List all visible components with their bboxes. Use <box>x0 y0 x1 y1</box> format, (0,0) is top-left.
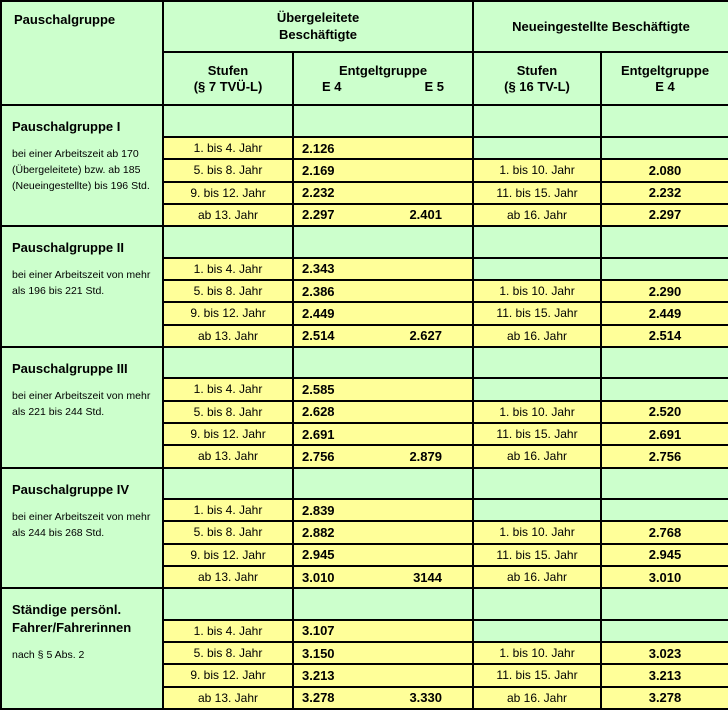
value-e4-neueingestellte: 3.213 <box>601 664 728 686</box>
value-e4: 2.297 <box>302 207 335 223</box>
value-e4: 2.756 <box>302 448 335 464</box>
group-description: bei einer Arbeitszeit von mehr als 221 bis 244 Std. <box>12 389 151 418</box>
entgelt-uebergeleitete <box>293 182 473 204</box>
entgelt-right-line1: Entgeltgruppe <box>620 62 710 78</box>
group-spacer-cell <box>293 105 473 136</box>
stufe-neueingestellte: 1. bis 10. Jahr <box>473 401 601 423</box>
value-e5: 3144 <box>413 569 442 585</box>
stufe-neueingestellte: 11. bis 15. Jahr <box>473 664 601 686</box>
value-e4-neueingestellte: 2.945 <box>601 544 728 566</box>
group-title: Pauschalgruppe IV <box>12 481 130 497</box>
entgelt-left-e5: E 5 <box>424 78 444 94</box>
value-e4: 2.386 <box>302 283 335 299</box>
entgelt-uebergeleitete <box>293 137 473 159</box>
stufe-neueingestellte <box>473 620 601 642</box>
stufen-right-line2: (§ 16 TV-L) <box>504 78 570 94</box>
value-e5: 2.401 <box>409 207 442 223</box>
header-entgelt-right <box>601 52 728 106</box>
value-e4-neueingestellte: 2.691 <box>601 423 728 445</box>
group-spacer-cell <box>163 468 293 499</box>
stufe-uebergeleitete: ab 13. Jahr <box>163 687 293 709</box>
stufe-neueingestellte <box>473 137 601 159</box>
value-e4: 2.691 <box>302 426 335 442</box>
stufe-uebergeleitete: 5. bis 8. Jahr <box>163 642 293 664</box>
group-spacer-cell <box>163 226 293 257</box>
value-e4: 3.010 <box>302 569 335 585</box>
value-e4-neueingestellte: 2.290 <box>601 280 728 302</box>
entgelt-uebergeleitete <box>293 521 473 543</box>
stufe-neueingestellte <box>473 499 601 521</box>
stufe-uebergeleitete: 1. bis 4. Jahr <box>163 137 293 159</box>
value-e4-neueingestellte: 2.756 <box>601 445 728 467</box>
value-e4-neueingestellte: 2.232 <box>601 182 728 204</box>
value-e4: 2.585 <box>302 381 335 397</box>
group-label <box>1 105 163 226</box>
group-spacer-cell <box>293 468 473 499</box>
group-spacer-cell <box>293 347 473 378</box>
value-e4-neueingestellte <box>601 620 728 642</box>
group-spacer-cell <box>601 105 728 136</box>
value-e4: 2.126 <box>302 140 335 156</box>
stufe-neueingestellte: 11. bis 15. Jahr <box>473 182 601 204</box>
stufe-uebergeleitete: 9. bis 12. Jahr <box>163 302 293 324</box>
value-e4: 3.278 <box>302 690 335 706</box>
header-stufen-right <box>473 52 601 106</box>
group-label <box>1 588 163 709</box>
entgelt-uebergeleitete <box>293 687 473 709</box>
value-e4: 2.945 <box>302 547 335 563</box>
value-e4-neueingestellte <box>601 499 728 521</box>
group-description: bei einer Arbeitszeit ab 170 (Übergeleitete) bzw. ab 185 (Neueingestellte) bis 196 Std. <box>12 148 150 193</box>
value-e4-neueingestellte <box>601 137 728 159</box>
group-spacer-cell <box>473 468 601 499</box>
stufe-neueingestellte: 11. bis 15. Jahr <box>473 302 601 324</box>
value-e4-neueingestellte: 2.297 <box>601 204 728 226</box>
value-e4-neueingestellte <box>601 258 728 280</box>
stufe-neueingestellte: 1. bis 10. Jahr <box>473 642 601 664</box>
value-e4: 2.232 <box>302 185 335 201</box>
group-spacer-cell <box>473 347 601 378</box>
stufen-left-line2: (§ 7 TVÜ-L) <box>193 78 263 94</box>
group-spacer-cell <box>601 226 728 257</box>
stufe-uebergeleitete: 5. bis 8. Jahr <box>163 401 293 423</box>
stufe-neueingestellte: ab 16. Jahr <box>473 204 601 226</box>
stufe-uebergeleitete: 5. bis 8. Jahr <box>163 280 293 302</box>
value-e4-neueingestellte: 2.514 <box>601 325 728 347</box>
stufe-uebergeleitete: ab 13. Jahr <box>163 566 293 588</box>
group-spacer-cell <box>473 588 601 619</box>
entgelt-uebergeleitete <box>293 325 473 347</box>
value-e4-neueingestellte: 3.010 <box>601 566 728 588</box>
value-e4: 2.514 <box>302 328 335 344</box>
stufe-uebergeleitete: 9. bis 12. Jahr <box>163 664 293 686</box>
stufe-neueingestellte: ab 16. Jahr <box>473 445 601 467</box>
header-neueingestellte: Neueingestellte Beschäftigte <box>473 1 728 52</box>
value-e4-neueingestellte: 2.520 <box>601 401 728 423</box>
stufe-uebergeleitete: ab 13. Jahr <box>163 445 293 467</box>
value-e4: 3.107 <box>302 623 335 639</box>
value-e4-neueingestellte: 3.023 <box>601 642 728 664</box>
group-title: Pauschalgruppe I <box>12 119 121 135</box>
group-spacer-cell <box>293 226 473 257</box>
entgelt-uebergeleitete <box>293 302 473 324</box>
stufe-uebergeleitete: 1. bis 4. Jahr <box>163 620 293 642</box>
group-spacer-cell <box>473 105 601 136</box>
entgelt-uebergeleitete <box>293 664 473 686</box>
entgelt-uebergeleitete <box>293 499 473 521</box>
stufen-right-line1: Stufen <box>516 62 558 78</box>
entgelt-uebergeleitete <box>293 159 473 181</box>
corner-header: Pauschalgruppe <box>1 1 163 105</box>
header-uebergeleitete-line1: Übergeleitete <box>276 10 360 26</box>
value-e4-neueingestellte: 2.449 <box>601 302 728 324</box>
entgelt-uebergeleitete <box>293 620 473 642</box>
value-e5: 3.330 <box>409 690 442 706</box>
value-e5: 2.879 <box>409 448 442 464</box>
stufen-left-line1: Stufen <box>207 62 249 78</box>
entgelt-left-line1: Entgeltgruppe <box>338 62 428 78</box>
entgelt-uebergeleitete <box>293 566 473 588</box>
header-stufen-left <box>163 52 293 106</box>
group-description: bei einer Arbeitszeit von mehr als 196 bis 221 Std. <box>12 269 151 298</box>
entgelt-uebergeleitete <box>293 544 473 566</box>
stufe-uebergeleitete: ab 13. Jahr <box>163 204 293 226</box>
group-title: Ständige persönl. Fahrer/Fahrerinnen <box>12 602 132 636</box>
group-spacer-cell <box>473 226 601 257</box>
value-e4-neueingestellte <box>601 378 728 400</box>
value-e4: 2.169 <box>302 162 335 178</box>
entgelt-uebergeleitete <box>293 204 473 226</box>
stufe-uebergeleitete: 5. bis 8. Jahr <box>163 521 293 543</box>
stufe-neueingestellte: ab 16. Jahr <box>473 325 601 347</box>
group-spacer-cell <box>163 105 293 136</box>
stufe-neueingestellte: 11. bis 15. Jahr <box>473 423 601 445</box>
stufe-neueingestellte <box>473 378 601 400</box>
stufe-uebergeleitete: 9. bis 12. Jahr <box>163 544 293 566</box>
value-e4-neueingestellte: 2.768 <box>601 521 728 543</box>
entgelt-uebergeleitete <box>293 445 473 467</box>
group-title: Pauschalgruppe II <box>12 240 124 256</box>
group-description: nach § 5 Abs. 2 <box>12 649 85 662</box>
entgelt-uebergeleitete <box>293 280 473 302</box>
stufe-neueingestellte: 1. bis 10. Jahr <box>473 280 601 302</box>
value-e4: 2.343 <box>302 261 335 277</box>
entgelt-uebergeleitete <box>293 423 473 445</box>
entgelt-uebergeleitete <box>293 401 473 423</box>
group-description: bei einer Arbeitszeit von mehr als 244 bis 268 Std. <box>12 510 151 539</box>
stufe-uebergeleitete: 5. bis 8. Jahr <box>163 159 293 181</box>
stufe-neueingestellte: 1. bis 10. Jahr <box>473 159 601 181</box>
group-spacer-cell <box>601 347 728 378</box>
value-e4: 3.150 <box>302 645 335 661</box>
entgelt-uebergeleitete <box>293 378 473 400</box>
entgelt-uebergeleitete <box>293 258 473 280</box>
stufe-neueingestellte: ab 16. Jahr <box>473 687 601 709</box>
value-e5: 2.627 <box>409 328 442 344</box>
group-label <box>1 226 163 347</box>
group-label <box>1 347 163 468</box>
header-uebergeleitete <box>163 1 473 52</box>
entgelt-right-line2: E 4 <box>655 78 675 94</box>
stufe-uebergeleitete: 1. bis 4. Jahr <box>163 258 293 280</box>
value-e4: 2.882 <box>302 524 335 540</box>
entgelt-left-e4: E 4 <box>322 78 342 94</box>
group-spacer-cell <box>163 347 293 378</box>
group-spacer-cell <box>163 588 293 619</box>
stufe-uebergeleitete: 1. bis 4. Jahr <box>163 378 293 400</box>
header-entgelt-left <box>293 52 473 106</box>
stufe-uebergeleitete: 9. bis 12. Jahr <box>163 423 293 445</box>
value-e4: 3.213 <box>302 667 335 683</box>
group-title: Pauschalgruppe III <box>12 360 128 376</box>
stufe-neueingestellte: 1. bis 10. Jahr <box>473 521 601 543</box>
value-e4-neueingestellte: 3.278 <box>601 687 728 709</box>
stufe-neueingestellte: 11. bis 15. Jahr <box>473 544 601 566</box>
value-e4: 2.628 <box>302 404 335 420</box>
group-spacer-cell <box>293 588 473 619</box>
stufe-uebergeleitete: 1. bis 4. Jahr <box>163 499 293 521</box>
stufe-uebergeleitete: 9. bis 12. Jahr <box>163 182 293 204</box>
group-spacer-cell <box>601 468 728 499</box>
value-e4: 2.449 <box>302 305 335 321</box>
header-uebergeleitete-line2: Beschäftigte <box>278 27 358 43</box>
group-label <box>1 468 163 589</box>
stufe-neueingestellte <box>473 258 601 280</box>
value-e4-neueingestellte: 2.080 <box>601 159 728 181</box>
entgelt-uebergeleitete <box>293 642 473 664</box>
group-spacer-cell <box>601 588 728 619</box>
stufe-uebergeleitete: ab 13. Jahr <box>163 325 293 347</box>
stufe-neueingestellte: ab 16. Jahr <box>473 566 601 588</box>
value-e4: 2.839 <box>302 502 335 518</box>
